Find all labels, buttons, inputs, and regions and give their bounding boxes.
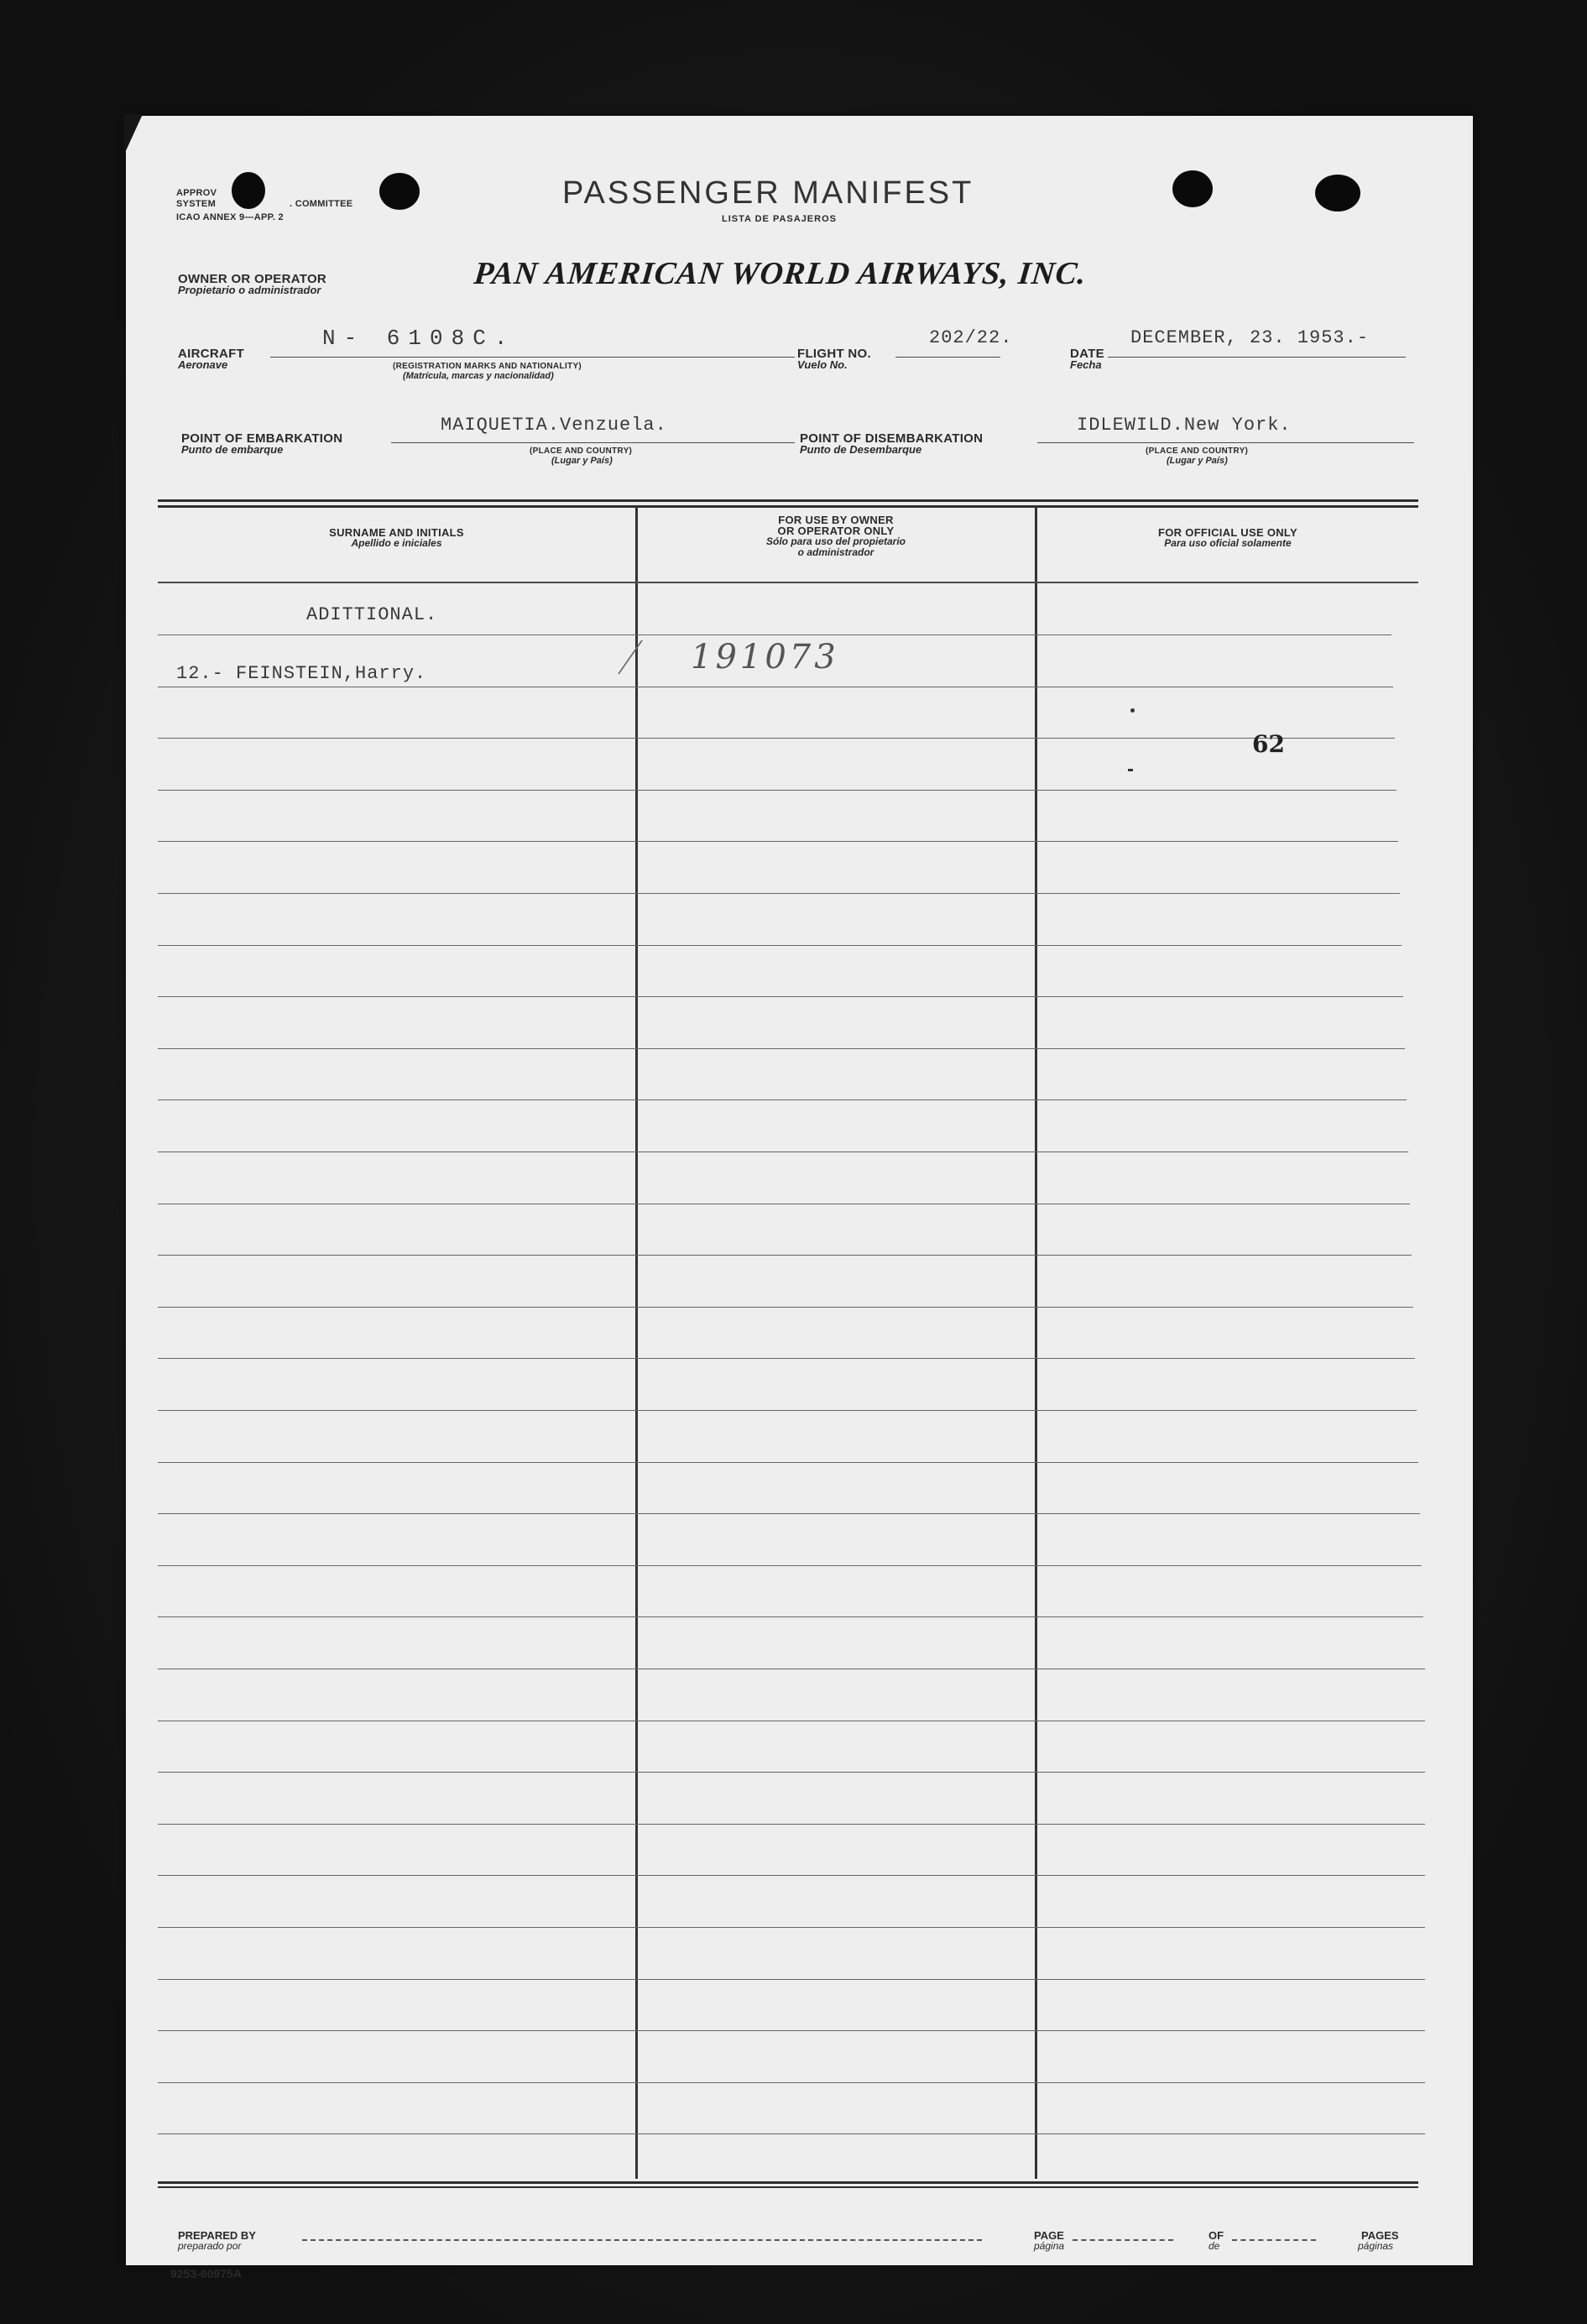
- pages-label: PAGES: [1361, 2229, 1399, 2242]
- column-header-owner-line-4: o administrador: [797, 546, 874, 558]
- handwritten-check-mark: [618, 640, 668, 674]
- manifest-ruled-line: [158, 1875, 1425, 1876]
- manifest-ruled-line: [158, 1927, 1425, 1928]
- punch-hole: [379, 173, 420, 210]
- manifest-ruled-line: [158, 1565, 1422, 1566]
- disembarkation-label-es: Punto de Desembarque: [800, 443, 922, 456]
- table-bottom-rule-inner: [158, 2186, 1418, 2188]
- manifest-ruled-line: [158, 1358, 1415, 1359]
- manifest-ruled-line: [158, 1824, 1425, 1825]
- embarkation-caption: (PLACE AND COUNTRY): [530, 447, 633, 456]
- punch-hole: [1315, 175, 1360, 212]
- aircraft-caption: (REGISTRATION MARKS AND NATIONALITY): [393, 362, 582, 371]
- manifest-ruled-line: [158, 2030, 1425, 2031]
- total-pages-line: [1232, 2239, 1316, 2241]
- flight-value: 202/22.: [929, 327, 1013, 348]
- header-bottom-rule: [158, 582, 1418, 583]
- column-header-owner-line-1: FOR USE BY OWNER: [778, 514, 894, 526]
- table-bottom-rule: [158, 2181, 1418, 2184]
- manifest-ruled-line: [158, 996, 1403, 997]
- aircraft-value: N- 6108C.: [322, 326, 516, 351]
- aircraft-underline: [270, 357, 795, 358]
- manifest-ruled-line: [158, 1048, 1405, 1049]
- page-subtitle: LISTA DE PASAJEROS: [722, 214, 837, 224]
- manifest-ruled-line: [158, 1410, 1417, 1411]
- date-label-es: Fecha: [1070, 358, 1102, 371]
- date-label: DATE: [1070, 347, 1104, 361]
- table-top-rule-inner: [158, 505, 1418, 508]
- table-top-rule: [158, 499, 1418, 502]
- disembarkation-caption: (PLACE AND COUNTRY): [1146, 447, 1249, 456]
- disembarkation-underline: [1037, 442, 1414, 443]
- approval-line-3: ICAO ANNEX 9—APP. 2: [176, 212, 284, 222]
- column-header-owner-line-2: OR OPERATOR ONLY: [777, 525, 895, 537]
- approval-line-1: APPROV: [176, 188, 217, 198]
- embarkation-value: MAIQUETIA.Venzuela.: [441, 415, 667, 436]
- manifest-ruled-line: [158, 1255, 1412, 1256]
- manifest-ruled-line: [158, 2133, 1425, 2134]
- embarkation-label: POINT OF EMBARKATION: [181, 431, 343, 446]
- column-header-official-label: FOR OFFICIAL USE ONLY: [1158, 526, 1297, 539]
- manifest-ruled-line: [158, 790, 1396, 791]
- operator-company: PAN AMERICAN WORLD AIRWAYS, INC.: [472, 256, 1088, 291]
- flight-label: FLIGHT NO.: [797, 347, 871, 361]
- manifest-ruled-line: [158, 945, 1402, 946]
- column-header-owner: [638, 514, 1034, 558]
- embarkation-label-es: Punto de embarque: [181, 443, 284, 456]
- page-label-es: página: [1034, 2240, 1065, 2252]
- column-header-surname: [159, 527, 634, 549]
- date-value: DECEMBER, 23. 1953.-: [1130, 327, 1370, 348]
- disembarkation-value: IDLEWILD.New York.: [1077, 415, 1292, 436]
- embarkation-caption-es: (Lugar y País): [551, 456, 613, 466]
- approval-line-2: SYSTEM: [176, 199, 217, 209]
- column-header-surname-label-es: Apellido e iniciales: [351, 537, 442, 549]
- column-header-official-label-es: Para uso oficial solamente: [1164, 537, 1292, 549]
- column-header-owner-line-3: Sólo para uso del propietario: [765, 535, 906, 547]
- passenger-entry: 12.- FEINSTEIN,Harry.: [176, 663, 427, 684]
- manifest-ruled-line: [158, 893, 1400, 894]
- pages-label-es: páginas: [1358, 2240, 1394, 2252]
- manifest-ruled-line: [158, 1307, 1413, 1308]
- aircraft-label-es: Aeronave: [178, 358, 228, 371]
- date-underline: [1108, 357, 1406, 358]
- of-label-es: de: [1209, 2240, 1220, 2252]
- ink-dot: [1128, 769, 1133, 771]
- flight-label-es: Vuelo No.: [797, 358, 848, 371]
- embarkation-underline: [391, 442, 795, 443]
- column-divider-1: [635, 506, 638, 2179]
- manifest-ruled-line: [158, 738, 1395, 739]
- column-divider-2: [1035, 506, 1037, 2179]
- folded-corner: [124, 114, 143, 154]
- manifest-ruled-line: [158, 1616, 1423, 1617]
- manifest-ruled-line: [158, 1772, 1425, 1773]
- official-stamp-number: 62: [1252, 730, 1285, 758]
- manifest-ruled-line: [158, 1462, 1418, 1463]
- punch-hole: [232, 172, 265, 209]
- page-number-line: [1073, 2239, 1173, 2241]
- aircraft-caption-es: (Matrícula, marcas y nacionalidad): [403, 371, 554, 381]
- disembarkation-caption-es: (Lugar y País): [1167, 456, 1228, 466]
- handwritten-number: 191073: [691, 638, 839, 676]
- operator-label-es: Propietario o administrador: [178, 284, 321, 296]
- manifest-ruled-line: [158, 1979, 1425, 1980]
- ink-dot: [1130, 708, 1135, 713]
- page-label: PAGE: [1034, 2229, 1064, 2242]
- page-title: PASSENGER MANIFEST: [562, 175, 974, 211]
- prepared-by-label: PREPARED BY: [178, 2229, 256, 2242]
- aircraft-label: AIRCRAFT: [178, 347, 245, 361]
- manifest-ruled-line: [158, 841, 1398, 842]
- manifest-ruled-line: [158, 1099, 1407, 1100]
- manifest-ruled-line: [158, 1513, 1420, 1514]
- column-header-surname-label: SURNAME AND INITIALS: [329, 526, 464, 539]
- form-number: 9253-60975A: [170, 2267, 242, 2280]
- approval-committee: . COMMITTEE: [290, 199, 353, 209]
- manifest-sheet: [126, 116, 1473, 2280]
- disembarkation-label: POINT OF DISEMBARKATION: [800, 431, 984, 446]
- column-header-official: [1037, 527, 1418, 549]
- prepared-by-label-es: preparado por: [178, 2240, 242, 2252]
- manifest-ruled-line: [158, 2082, 1425, 2083]
- prepared-by-line: [302, 2239, 982, 2241]
- flight-underline: [895, 357, 1000, 358]
- of-label: OF: [1209, 2229, 1224, 2242]
- entry-heading: ADITTIONAL.: [306, 604, 438, 625]
- operator-label: OWNER OR OPERATOR: [178, 272, 327, 286]
- punch-hole: [1172, 170, 1213, 207]
